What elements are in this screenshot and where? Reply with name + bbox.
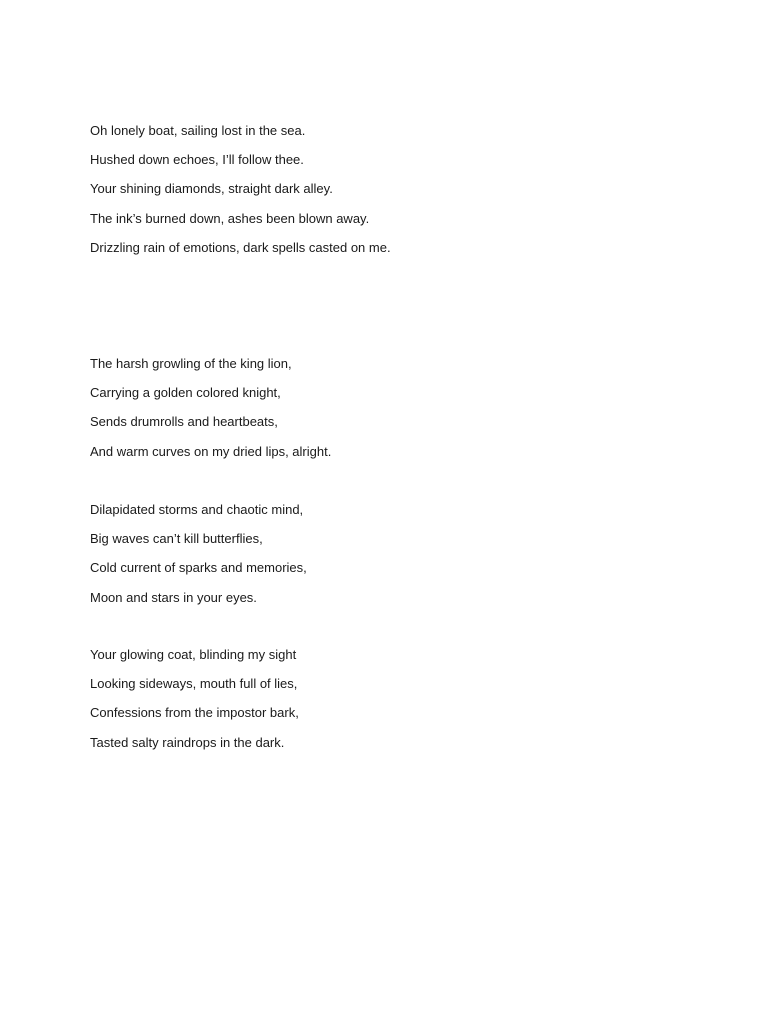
poem-line: Cold current of sparks and memories, (90, 560, 307, 576)
poem-line: Big waves can’t kill butterflies, (90, 531, 263, 547)
poem-line: Tasted salty raindrops in the dark. (90, 734, 285, 750)
poem-stanza (90, 640, 299, 757)
poem-line: Sends drumrolls and heartbeats, (90, 414, 278, 430)
poem-line: Dilapidated storms and chaotic mind, (90, 502, 304, 517)
poem-line: The ink’s burned down, ashes been blown away. (90, 210, 370, 226)
poem-line: Looking sideways, mouth full of lies, (90, 676, 298, 692)
poem-stanza (90, 116, 391, 262)
poem-line: Hushed down echoes, I’ll follow thee. (90, 152, 304, 168)
poem-line: Moon and stars in your eyes. (90, 589, 257, 605)
poem-line: The harsh growling of the king lion, (90, 356, 292, 371)
poem-line: And warm curves on my dried lips, alright. (90, 443, 332, 459)
poem-line: Drizzling rain of emotions, dark spells casted on me. (90, 239, 391, 255)
poem-stanza (90, 495, 307, 612)
poem-line: Carrying a golden colored knight, (90, 385, 281, 401)
poem-line: Oh lonely boat, sailing lost in the sea. (90, 123, 306, 138)
poem-line: Your glowing coat, blinding my sight (90, 647, 297, 662)
poem-stanza (90, 349, 331, 466)
poem-line: Confessions from the impostor bark, (90, 705, 299, 721)
poem-line: Your shining diamonds, straight dark alley. (90, 181, 333, 197)
